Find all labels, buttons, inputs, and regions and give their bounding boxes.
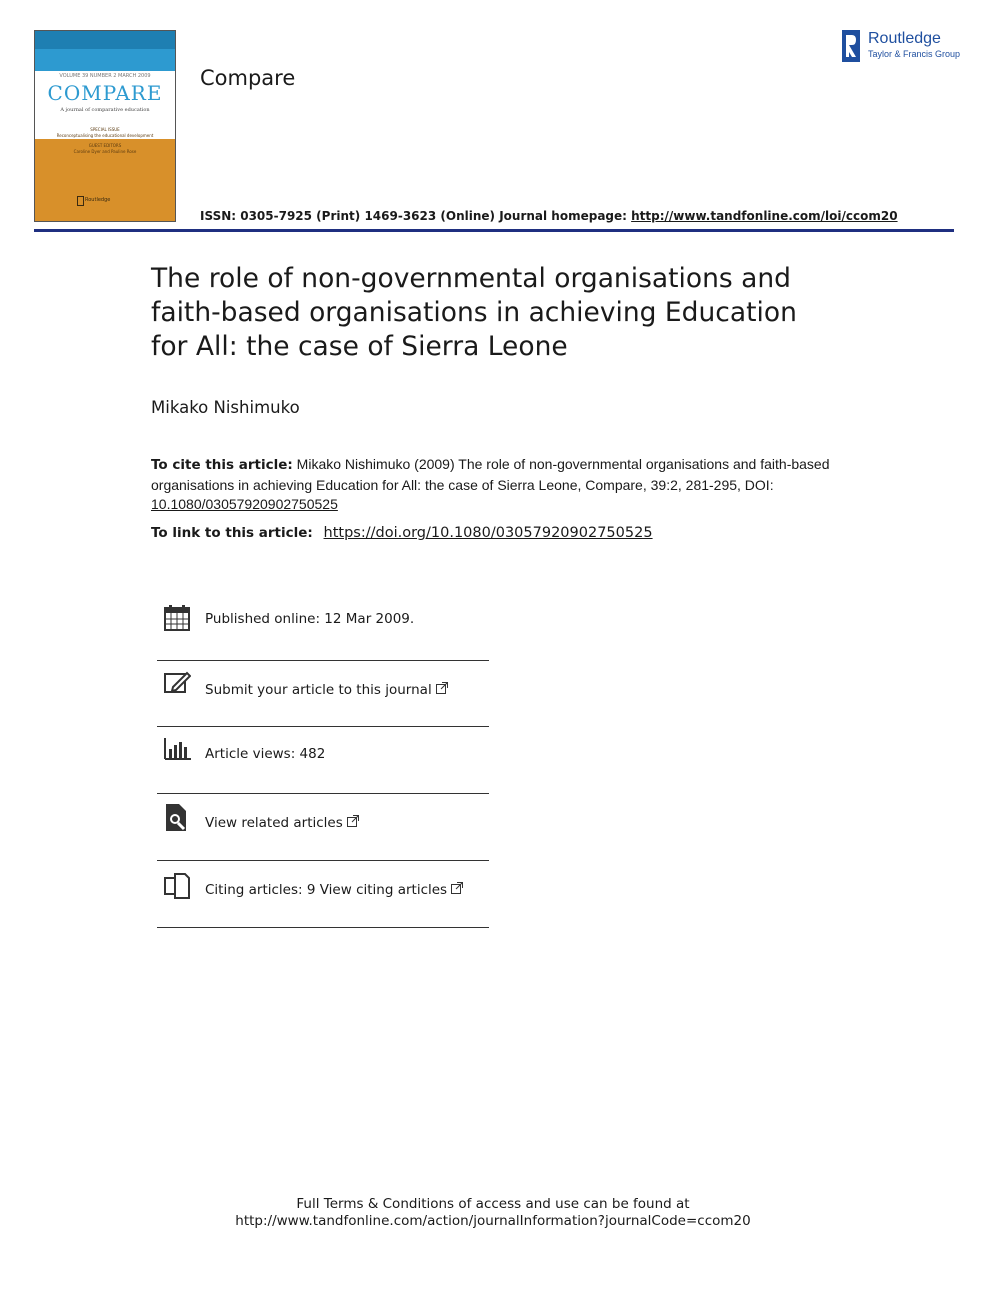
cover-publisher: Routledge <box>85 197 111 203</box>
cover-publisher-mark <box>77 196 84 206</box>
external-link-icon <box>436 682 448 694</box>
views-row <box>157 736 489 792</box>
cover-guest-editors: GUEST EDITORS Caroline Dyer and Pauline Rose <box>73 143 137 154</box>
journal-name: Compare <box>200 66 296 90</box>
citation-label: To cite this article: <box>151 457 293 473</box>
journal-cover-image <box>34 30 176 222</box>
related-row-text <box>205 815 359 831</box>
journal-homepage-link[interactable]: http://www.tandfonline.com/loi/ccom20 <box>631 209 898 223</box>
issn-text: ISSN: 0305-7925 (Print) 1469-3623 (Online) Journal homepage: <box>200 209 632 223</box>
publisher-logo <box>842 30 961 62</box>
related-row[interactable] <box>157 803 489 859</box>
bar-chart-icon <box>163 736 191 764</box>
search-document-icon <box>163 803 191 831</box>
submit-row-text <box>205 682 448 698</box>
routledge-logo-icon <box>842 30 860 62</box>
footer <box>0 1196 986 1230</box>
row-divider <box>157 660 489 661</box>
published-date: Published online: 12 Mar 2009. <box>205 611 415 627</box>
publisher-name: Routledge <box>868 30 941 47</box>
published-row <box>157 604 489 660</box>
article-author: Mikako Nishimuko <box>151 398 300 417</box>
submit-link[interactable]: Submit your article to this journal <box>205 682 432 698</box>
citing-articles-link[interactable]: Citing articles: 9 View citing articles <box>205 882 448 898</box>
citing-row[interactable] <box>157 870 489 926</box>
article-title: The role of non-governmental organisations and faith-based organisations in achieving Education for All: the case of Sierra Leone <box>151 263 797 362</box>
related-articles-link[interactable]: View related articles <box>205 815 343 831</box>
article-link-line <box>151 525 653 541</box>
submit-row[interactable] <box>157 670 489 726</box>
footer-terms-url[interactable]: http://www.tandfonline.com/action/journalInformation?journalCode=ccom20 <box>235 1213 751 1229</box>
row-divider <box>157 860 489 861</box>
row-divider <box>157 793 489 794</box>
issn-line <box>200 209 898 223</box>
row-divider <box>157 927 489 928</box>
header-divider <box>34 229 954 232</box>
citation-doi-link[interactable]: 10.1080/03057920902750525 <box>151 496 338 512</box>
edit-icon <box>163 670 191 698</box>
footer-terms: Full Terms & Conditions of access and use can be found at <box>296 1196 690 1212</box>
citing-documents-icon <box>163 872 191 900</box>
cover-volume-line: VOLUME 39 NUMBER 2 MARCH 2009 <box>59 73 151 79</box>
row-divider <box>157 726 489 727</box>
publisher-group: Taylor & Francis Group <box>868 49 961 59</box>
article-views: Article views: 482 <box>205 746 326 762</box>
citing-row-text <box>205 882 463 898</box>
article-doi-url[interactable]: https://doi.org/10.1080/03057920902750525 <box>323 525 653 541</box>
cover-special-issue: SPECIAL ISSUE Reconceptualising the educational development <box>56 127 154 138</box>
citation-block <box>151 455 841 515</box>
external-link-icon <box>451 882 463 894</box>
cover-top-band <box>35 31 175 49</box>
citation-text: Mikako Nishimuko (2009) The role of non-governmental organisations and faith-based organisations in achieving Education for All: the case of Sierra Leone, Compare, 39:2, 281-295, DOI: <box>151 456 830 493</box>
cover-title: COMPARE <box>47 81 163 105</box>
article-link-label: To link to this article: <box>151 525 318 541</box>
external-link-icon <box>347 815 359 827</box>
calendar-icon <box>163 604 191 632</box>
cover-subtitle: A journal of comparative education <box>60 107 150 113</box>
